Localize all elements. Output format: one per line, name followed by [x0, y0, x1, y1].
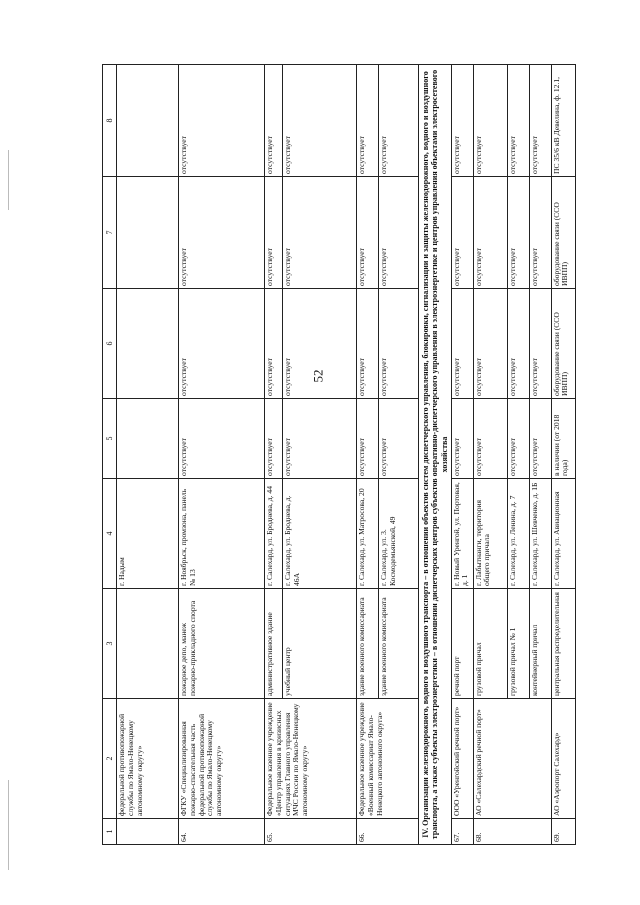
- value-cell: отсутствует: [283, 289, 357, 399]
- row-number: 66.: [357, 819, 419, 845]
- object-cell: речной порт: [451, 589, 473, 699]
- section-title: IV. Организации железнодорожного, водного и воздушного транспорта – в отношении объектов систем диспетчерского управления, блокировки, сигнализации и защиты железнодорожного, водного и воздушного транспорта, а также субъекты электроэнергетики – в отношении диспетчерских центров субъектов оперативно-диспетчерского управления в электроэнергетике и центров управления объектами электросетевого хозяйства: [419, 65, 452, 845]
- header-cell: 4: [103, 479, 117, 589]
- address-cell: г. Салехард, ул. Авиационная: [551, 479, 575, 589]
- value-cell: отсутствует: [379, 65, 419, 177]
- header-cell: 1: [103, 819, 117, 845]
- organization-cell: федеральной противопожарной службы по Ямало-Ненецкому автономному округу»: [117, 699, 179, 819]
- table-row: [117, 65, 179, 845]
- row-number: 67.: [451, 819, 473, 845]
- value-cell: отсутствует: [357, 65, 379, 177]
- objects-table: [102, 64, 576, 845]
- table-row: [551, 65, 575, 845]
- address-cell: г. Лабытнанги, территория общего причала: [473, 479, 507, 589]
- value-cell: отсутствует: [529, 65, 551, 177]
- table-row: [473, 65, 507, 845]
- value-cell: [117, 399, 179, 479]
- value-cell: отсутствует: [379, 177, 419, 289]
- address-cell: г. Салехард, ул. 3. Космодемьянской, 49: [379, 479, 419, 589]
- scan-margin-mark: [8, 150, 9, 210]
- address-cell: г. Салехард, ул. Матросова, 20: [357, 479, 379, 589]
- value-cell: отсутствует: [379, 289, 419, 399]
- value-cell: отсутствует: [265, 177, 283, 289]
- section-heading-row: [419, 65, 452, 845]
- value-cell: отсутствует: [507, 177, 529, 289]
- address-cell: г. Салехард, ул. Броднева, д. 44: [265, 479, 283, 589]
- rotated-table-container: [102, 65, 602, 845]
- value-cell: в наличии (от 2018 года): [551, 399, 575, 479]
- table-row: [357, 65, 379, 845]
- value-cell: ПС 35/6 кВ Девелина, ф. 12.1,: [551, 65, 575, 177]
- value-cell: отсутствует: [473, 177, 507, 289]
- row-number: 65.: [265, 819, 357, 845]
- value-cell: отсутствует: [357, 399, 379, 479]
- value-cell: оборудование связи (ССО ИВПП): [551, 289, 575, 399]
- row-number: 64.: [179, 819, 265, 845]
- value-cell: [117, 65, 179, 177]
- value-cell: отсутствует: [179, 177, 265, 289]
- row-number: 69.: [551, 819, 575, 845]
- value-cell: отсутствует: [529, 177, 551, 289]
- object-cell: административное здание: [265, 589, 283, 699]
- scan-margin-mark: [8, 780, 9, 870]
- object-cell: здание военного комиссариата: [357, 589, 379, 699]
- value-cell: отсутствует: [473, 399, 507, 479]
- header-cell: 6: [103, 289, 117, 399]
- value-cell: отсутствует: [507, 65, 529, 177]
- value-cell: отсутствует: [451, 289, 473, 399]
- value-cell: отсутствует: [179, 399, 265, 479]
- value-cell: отсутствует: [473, 289, 507, 399]
- header-cell: 5: [103, 399, 117, 479]
- organization-cell: АО «Салехардский речной порт»: [473, 699, 551, 819]
- object-cell: контейнерный причал: [529, 589, 551, 699]
- organization-cell: Федеральное казенное учреждение «Военный комиссариат Ямало-Ненецкого автономного округа»: [357, 699, 419, 819]
- header-cell: 8: [103, 65, 117, 177]
- value-cell: отсутствует: [529, 289, 551, 399]
- address-cell: г. Салехард, ул. Шевченко, д. 1Б: [529, 479, 551, 589]
- table-row: [451, 65, 473, 845]
- table-row: [179, 65, 265, 845]
- object-cell: учебный центр: [283, 589, 357, 699]
- value-cell: отсутствует: [265, 65, 283, 177]
- row-number: 68.: [473, 819, 551, 845]
- value-cell: отсутствует: [451, 65, 473, 177]
- value-cell: отсутствует: [473, 65, 507, 177]
- value-cell: [117, 289, 179, 399]
- address-cell: г. Новый Уренгой, ул. Портовая, д. 1: [451, 479, 473, 589]
- object-cell: здание военного комиссариата: [379, 589, 419, 699]
- value-cell: оборудование связи (ССО ИВПП): [551, 177, 575, 289]
- address-cell: г. Салехард, ул. Ленина, д. 7: [507, 479, 529, 589]
- value-cell: отсутствует: [357, 289, 379, 399]
- value-cell: отсутствует: [451, 177, 473, 289]
- address-cell: г. Салехард, ул. Броднева, д. 46А: [283, 479, 357, 589]
- value-cell: отсутствует: [283, 65, 357, 177]
- object-cell: центральная распределительная: [551, 589, 575, 699]
- value-cell: отсутствует: [507, 399, 529, 479]
- row-number: [117, 819, 179, 845]
- header-cell: 3: [103, 589, 117, 699]
- page-number: 52: [310, 369, 326, 383]
- organization-cell: ФГКУ «Специализированная пожарно-спасательная часть федеральной противопожарной службы по Ямало-Ненецкому автономному округу»: [179, 699, 265, 819]
- header-cell: 2: [103, 699, 117, 819]
- value-cell: отсутствует: [507, 289, 529, 399]
- value-cell: отсутствует: [179, 65, 265, 177]
- value-cell: отсутствует: [265, 399, 283, 479]
- address-cell: г. Надым: [117, 479, 179, 589]
- object-cell: грузовой причал: [473, 589, 507, 699]
- value-cell: отсутствует: [265, 289, 283, 399]
- value-cell: отсутствует: [451, 399, 473, 479]
- value-cell: отсутствует: [283, 399, 357, 479]
- organization-cell: Федеральное казенное учреждение «Центр управления в кризисных ситуациях Главного управления МЧС России по Ямало-Ненецкому автономному округу»: [265, 699, 357, 819]
- header-row: [103, 65, 117, 845]
- value-cell: [117, 177, 179, 289]
- organization-cell: ООО «Уренгойский речной порт»: [451, 699, 473, 819]
- table-row: [265, 65, 283, 845]
- address-cell: г. Ноябрьск, промзона, панель № 13: [179, 479, 265, 589]
- object-cell: [117, 589, 179, 699]
- value-cell: отсутствует: [529, 399, 551, 479]
- organization-cell: АО «Аэропорт Салехард»: [551, 699, 575, 819]
- header-cell: 7: [103, 177, 117, 289]
- value-cell: отсутствует: [357, 177, 379, 289]
- value-cell: отсутствует: [379, 399, 419, 479]
- object-cell: пожарное депо, манеж пожарно-прикладного спорта: [179, 589, 265, 699]
- value-cell: отсутствует: [283, 177, 357, 289]
- object-cell: грузовой причал № 1: [507, 589, 529, 699]
- value-cell: отсутствует: [179, 289, 265, 399]
